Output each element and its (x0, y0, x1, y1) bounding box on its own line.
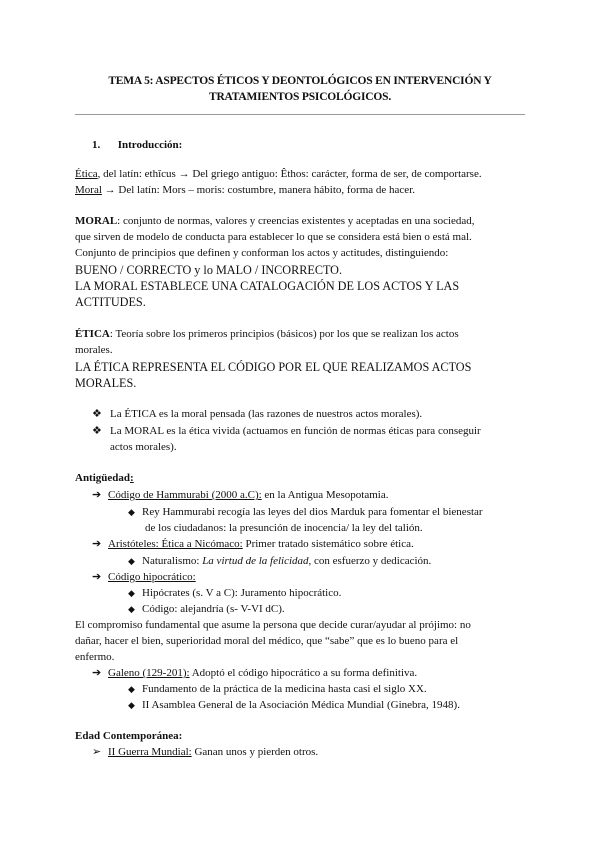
etica-paragraph-line-1 (75, 327, 459, 341)
guerra-text: Ganan unos y pierden otros. (191, 746, 319, 758)
hammurabi-link: Código de Hammurabi (2000 a.C): (108, 489, 262, 501)
title-divider (75, 114, 525, 115)
hipocratico-item (92, 570, 196, 584)
naturalismo-text: con esfuerzo y dedicación. (311, 555, 432, 567)
naturalismo-italic: La virtud de la felicidad, (202, 555, 312, 567)
galeno-sub-text-1: Fundamento de la práctica de la medicina hasta casi el siglo XX. (142, 683, 427, 695)
galeno-text: Adoptó el código hipocrático a su forma definitiva. (189, 667, 418, 679)
moral-paragraph-line-1 (75, 214, 475, 228)
compromiso-line-1: El compromiso fundamental que asume la persona que decide curar/ayudar al prójimo: no (75, 619, 471, 631)
codigo-text: Código: alejandría (s- V-VI dC). (142, 603, 285, 615)
hammurabi-text: en la Antigua Mesopotamia. (261, 489, 389, 501)
moral-paragraph-line-5: LA MORAL ESTABLECE UNA CATALOGACIÓN DE LOS ACTOS Y LAS (75, 279, 460, 293)
etica-definition (75, 167, 482, 181)
galeno-sub-text-2: II Asamblea General de la Asociación Médica Mundial (Ginebra, 1948). (142, 699, 460, 711)
codigo-sub-item (128, 602, 285, 616)
aristoteles-text: Primer tratado sistemático sobre ética. (242, 538, 414, 550)
contemporanea-heading: Edad Contemporánea: (75, 730, 183, 742)
etica-paragraph-text: : Teoría sobre los primeros principios (básicos) por los que se realizan los actos (109, 328, 459, 340)
naturalismo-label: Naturalismo: (142, 555, 203, 567)
hipocrates-text: Hipócrates (s. V a C): Juramento hipocrático. (142, 587, 342, 599)
moral-paragraph-line-2: que sirven de modelo de conducta para establecer lo que se considera está bien o está mal. (75, 231, 472, 243)
diamond-bullet-icon: ◆ (128, 507, 135, 517)
aristoteles-item (92, 537, 414, 551)
moral-definition (75, 183, 415, 197)
section-heading (92, 138, 182, 152)
bullet-text: La MORAL es la ética vivida (actuamos en función de normas éticas para conseguir (110, 425, 481, 437)
section-number: 1. (92, 139, 101, 151)
arrow-icon: ➔ (92, 571, 102, 583)
hipocratico-link: Código hipocrático: (108, 571, 196, 583)
section-title: Introducción: (117, 139, 183, 151)
bullet-item-2-continued: actos morales). (110, 441, 177, 453)
etica-definition-text: , del latín: ethĭcus → Del griego antiguo: Êthos: carácter, forma de ser, de comportarse. (97, 168, 482, 180)
diamond-bullet-icon: ◆ (128, 588, 135, 598)
moral-bold-term: MORAL (75, 215, 118, 227)
antiguedad-heading-text: Antigüedad (75, 472, 131, 484)
hammurabi-sub-item (128, 505, 483, 519)
antiguedad-heading-colon: : (130, 472, 134, 484)
galeno-item (92, 666, 417, 680)
naturalismo-sub-item (128, 554, 431, 568)
compromiso-line-3: enfermo. (75, 651, 115, 663)
arrowhead-icon: ➢ (92, 746, 102, 758)
etica-paragraph-line-2: morales. (75, 344, 113, 356)
etica-term: Ética (75, 168, 98, 180)
hammurabi-item (92, 488, 388, 502)
diamond-bullet-icon: ◆ (128, 700, 135, 710)
arrow-icon: ➔ (92, 538, 102, 550)
document-title (75, 73, 525, 105)
moral-paragraph-line-3: Conjunto de principios que definen y conforman los actos y actitudes, distinguiendo: (75, 247, 449, 259)
galeno-sub-item-1 (128, 682, 427, 696)
guerra-link: II Guerra Mundial: (108, 746, 192, 758)
moral-term: Moral (75, 184, 102, 196)
aristoteles-link: Aristóteles: Ética a Nicómaco: (108, 538, 243, 550)
etica-bold-term: ÉTICA (75, 328, 110, 340)
guerra-item (92, 745, 318, 759)
moral-paragraph-line-6: ACTITUDES. (75, 295, 146, 309)
antiguedad-heading (75, 471, 134, 485)
compromiso-line-2: dañar, hacer el bien, superioridad moral del médico, que “sabe” que es lo bueno para el (75, 635, 459, 647)
etica-paragraph-line-3: LA ÉTICA REPRESENTA EL CÓDIGO POR EL QUE REALIZAMOS ACTOS (75, 360, 472, 374)
moral-paragraph-line-4: BUENO / CORRECTO y lo MALO / INCORRECTO. (75, 263, 343, 277)
galeno-link: Galeno (129-201): (108, 667, 190, 679)
arrow-icon: ➔ (92, 667, 102, 679)
bullet-text: La ÉTICA es la moral pensada (las razones de nuestros actos morales). (110, 408, 423, 420)
title-line-2: TRATAMIENTOS PSICOLÓGICOS. (208, 91, 392, 103)
bullet-item-1 (92, 407, 422, 421)
bullet-item-2 (92, 424, 481, 438)
title-line-1: TEMA 5: ASPECTOS ÉTICOS Y DEONTOLÓGICOS EN INTERVENCIÓN Y (108, 75, 492, 87)
etica-paragraph-line-4: MORALES. (75, 376, 137, 390)
diamond-bullet-icon: ◆ (128, 684, 135, 694)
bullet-icon: ❖ (92, 408, 102, 420)
galeno-sub-item-2 (128, 698, 460, 712)
moral-paragraph-text: : conjunto de normas, valores y creencias existentes y aceptadas en una sociedad, (117, 215, 475, 227)
hammurabi-sub-item-continued: de los ciudadanos: la presunción de inocencia/ la ley del talión. (145, 522, 423, 534)
diamond-bullet-icon: ◆ (128, 604, 135, 614)
arrow-icon: ➔ (92, 489, 102, 501)
hipocrates-sub-item (128, 586, 341, 600)
moral-definition-text: → Del latín: Mors – moris: costumbre, manera hábito, forma de hacer. (101, 184, 415, 196)
diamond-bullet-icon: ◆ (128, 556, 135, 566)
hammurabi-sub-text: Rey Hammurabi recogía las leyes del dios Marduk para fomentar el bienestar (142, 506, 483, 518)
bullet-icon: ❖ (92, 425, 102, 437)
